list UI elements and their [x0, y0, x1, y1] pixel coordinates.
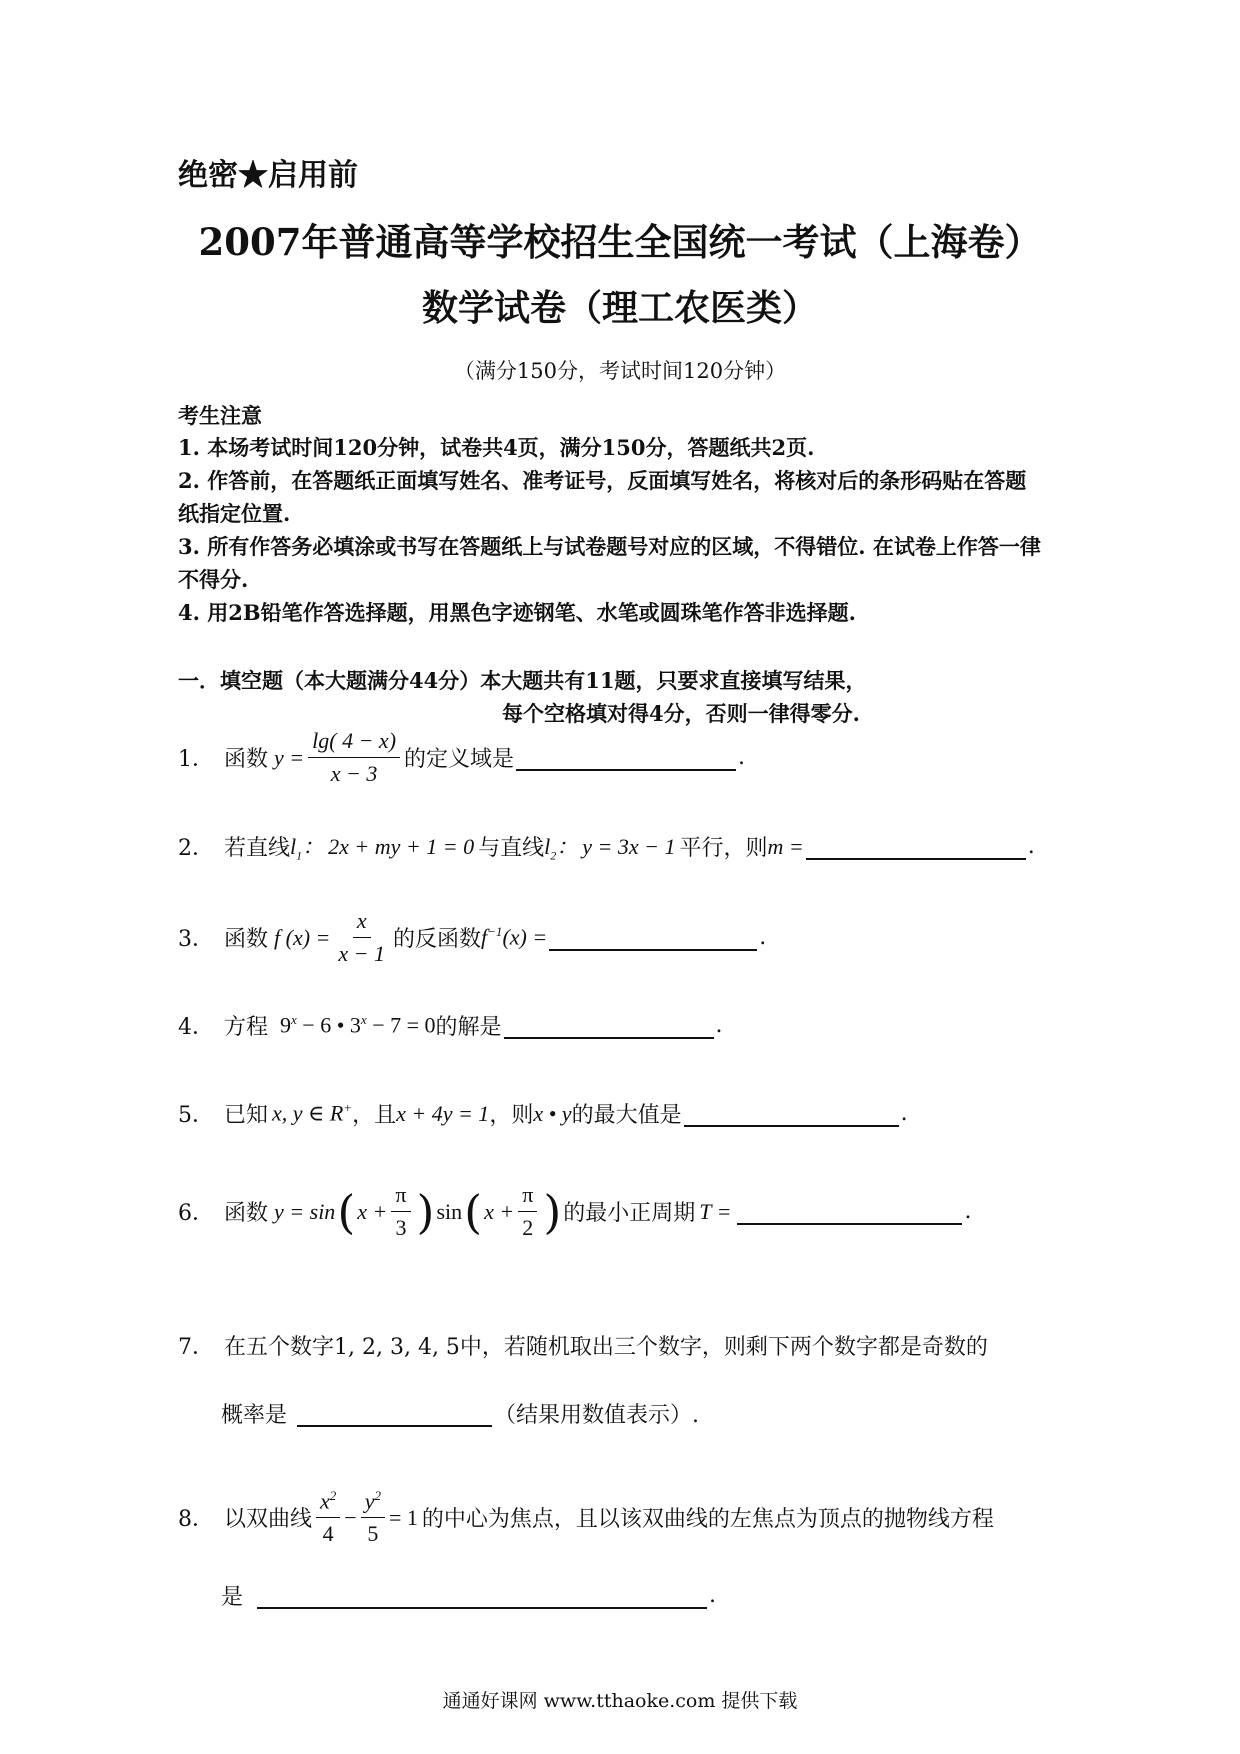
question-7-cont — [221, 1398, 699, 1429]
line-subscript: 2 — [550, 848, 557, 863]
denominator: 4 — [322, 1521, 334, 1547]
denominator: x − 3 — [330, 761, 378, 786]
answer-blank[interactable] — [257, 1583, 707, 1609]
answer-blank[interactable] — [737, 1199, 962, 1225]
answer-blank[interactable] — [504, 1013, 714, 1039]
fraction — [334, 908, 389, 967]
question-number: 4． — [178, 1015, 214, 1040]
numerator — [316, 1488, 340, 1518]
notice-item-2: 2. 作答前，在答题纸正面填写姓名、准考证号，反面填写姓名，将核对后的条形码贴在答题 — [178, 468, 1027, 493]
denominator: 3 — [395, 1215, 407, 1240]
math-expr: y = 3x − 1 — [582, 833, 676, 859]
answer-blank[interactable] — [516, 745, 736, 771]
question-number: 5． — [178, 1103, 214, 1128]
numerator: π — [518, 1182, 537, 1212]
question-text: 以双曲线 — [224, 1507, 313, 1533]
question-number: 7． — [178, 1335, 214, 1360]
answer-blank[interactable] — [684, 1101, 899, 1127]
paren-right: ) — [543, 1184, 562, 1239]
question-number: 2． — [178, 836, 214, 862]
math-expr: − — [344, 1504, 357, 1530]
inverse-func: f — [481, 924, 488, 950]
end-mark: . — [1027, 834, 1035, 860]
question-text: 方程 — [224, 1015, 269, 1040]
question-number: 1． — [178, 747, 214, 772]
line-label: l — [544, 834, 551, 859]
eq-exponent: x — [360, 1012, 367, 1028]
question-text: （结果用数值表示）. — [494, 1403, 700, 1428]
eq-part: − 7 = 0 — [366, 1012, 436, 1038]
answer-blank[interactable] — [549, 925, 757, 951]
question-text: 若直线 — [224, 836, 291, 862]
math-expr: f (x) = — [274, 924, 331, 950]
question-text: 概率是 — [221, 1403, 288, 1428]
line-label: l — [290, 834, 297, 859]
line-subscript: 1 — [296, 848, 303, 863]
math-expr: $l_1$： — [290, 834, 325, 863]
question-number: 3． — [178, 927, 214, 952]
numerator — [361, 1488, 385, 1518]
question-4 — [178, 1010, 723, 1041]
notice-item-1: 1. 本场考试时间120分钟，试卷共4页，满分150分，答题纸共2页. — [178, 435, 815, 460]
math-expr: x + 4y = 1 — [396, 1100, 490, 1126]
question-3 — [178, 908, 766, 967]
math-expr: x + — [357, 1198, 388, 1224]
question-5 — [178, 1098, 908, 1129]
notice-item-2-cont: 纸指定位置. — [178, 501, 291, 526]
question-number: 6． — [178, 1201, 214, 1226]
math-expr: x + — [484, 1198, 515, 1224]
paren-right: ) — [416, 1184, 435, 1239]
question-8-cont — [221, 1580, 716, 1611]
math-expr: x • y — [533, 1100, 572, 1126]
question-text: 平行，则 — [679, 836, 768, 862]
end-mark: . — [900, 1101, 908, 1126]
question-text: 的最小正周期 — [563, 1201, 696, 1226]
paren-left: ( — [337, 1184, 356, 1239]
exam-title: 2007年普通高等学校招生全国统一考试（上海卷） — [198, 220, 1042, 264]
numerator: lg( 4 − x) — [308, 728, 400, 758]
num-var: y — [364, 1488, 375, 1514]
denominator: x − 1 — [338, 941, 386, 966]
denominator: 5 — [367, 1521, 379, 1547]
question-text: 是 — [221, 1585, 244, 1610]
answer-blank[interactable] — [806, 834, 1026, 860]
question-text: 已知 — [224, 1103, 269, 1128]
math-expr — [280, 1012, 436, 1038]
question-text: 的最大值是 — [571, 1103, 682, 1128]
math-expr: $l_2$： — [544, 834, 579, 863]
math-expr: sin — [436, 1198, 463, 1224]
fraction — [391, 1182, 410, 1241]
eq-part: 9 — [280, 1012, 292, 1038]
question-8 — [178, 1488, 994, 1547]
question-text: ，则 — [489, 1103, 534, 1128]
math-expr: m = — [767, 833, 804, 859]
numerator: x — [353, 908, 371, 938]
question-6 — [178, 1182, 971, 1241]
notice-heading: 考生注意 — [178, 403, 262, 428]
math-expr: y = sin — [274, 1198, 336, 1224]
end-mark: . — [715, 1013, 723, 1038]
question-text: ，且 — [352, 1103, 397, 1128]
fraction — [308, 728, 400, 787]
end-mark: . — [964, 1199, 972, 1224]
fraction — [316, 1488, 340, 1547]
exam-subtitle: 数学试卷（理工农医类） — [421, 287, 818, 329]
question-text: 的定义域是 — [404, 747, 515, 772]
math-expr: 2x + my + 1 = 0 — [328, 833, 475, 859]
question-text: 的解是 — [435, 1015, 502, 1040]
math-expr: T = — [699, 1198, 732, 1224]
math-expr: y = — [274, 744, 305, 770]
end-mark: . — [759, 925, 767, 950]
vars: x, y ∈ R — [272, 1100, 344, 1126]
question-number: 8． — [178, 1507, 214, 1533]
question-text: 与直线 — [478, 836, 545, 862]
eq-exponent: x — [291, 1012, 297, 1028]
question-1 — [178, 728, 745, 787]
num-sup: 2 — [374, 1488, 381, 1503]
math-expr — [481, 924, 547, 950]
end-mark: . — [738, 745, 746, 770]
num-sup: 2 — [329, 1488, 337, 1503]
eq-part: − 6 • 3 — [296, 1012, 361, 1038]
question-text: 的反函数 — [393, 927, 482, 952]
section-heading: 一．填空题（本大题满分44分）本大题共有11题，只要求直接填写结果， — [178, 668, 867, 693]
fraction — [518, 1182, 537, 1241]
inverse-sup: −1 — [487, 924, 503, 940]
num-var: x — [320, 1488, 330, 1514]
section-heading-cont: 每个空格填对得4分，否则一律得零分. — [502, 701, 860, 726]
notice-item-4: 4. 用2B铅笔作答选择题，用黑色字迹钢笔、水笔或圆珠笔作答非选择题. — [178, 600, 856, 625]
question-text: 函数 — [224, 927, 269, 952]
score-info: （满分150分，考试时间120分钟） — [453, 359, 787, 383]
numerator: π — [391, 1182, 410, 1212]
end-mark: . — [709, 1583, 717, 1608]
question-text: 函数 — [224, 747, 269, 772]
question-text: 函数 — [224, 1201, 269, 1226]
denominator: 2 — [522, 1215, 534, 1240]
fraction — [361, 1488, 385, 1547]
answer-blank[interactable] — [297, 1401, 492, 1427]
vars-sup: + — [343, 1100, 353, 1116]
paren-left: ( — [464, 1184, 483, 1239]
math-expr — [272, 1100, 352, 1126]
math-expr: = 1 — [388, 1504, 418, 1530]
inverse-arg: (x) = — [502, 924, 548, 950]
question-text: 在五个数字1, 2, 3, 4, 5中，若随机取出三个数字，则剩下两个数字都是奇数的 — [224, 1335, 988, 1360]
notice-item-3: 3. 所有作答务必填涂或书写在答题纸上与试卷题号对应的区域，不得错位. 在试卷上作答一律 — [178, 534, 1041, 559]
footer-source: 通通好课网 www.tthaoke.com 提供下载 — [442, 1690, 798, 1712]
notice-item-3-cont: 不得分. — [178, 567, 249, 592]
question-2 — [178, 830, 1035, 863]
confidential-label: 绝密★启用前 — [178, 158, 358, 193]
question-text: 的中心为焦点，且以该双曲线的左焦点为顶点的抛物线方程 — [421, 1507, 994, 1533]
question-7 — [178, 1330, 988, 1361]
